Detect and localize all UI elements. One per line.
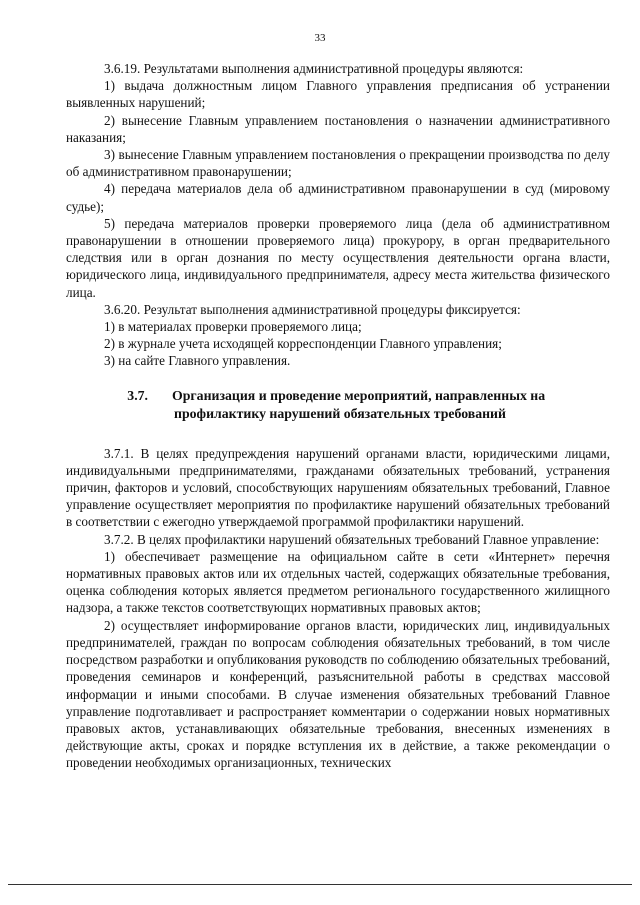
section-title-line-2: профилактику нарушений обязательных требований — [174, 405, 506, 421]
section-title-line-1: Организация и проведение мероприятий, направленных на — [172, 387, 546, 403]
section-title — [172, 387, 610, 423]
paragraph-3-7-2: 3.7.2. В целях профилактики нарушений обязательных требований Главное управление: — [104, 531, 600, 547]
paragraph-3-6-20: 3.6.20. Результат выполнения административной процедуры фиксируется: — [104, 301, 521, 317]
section-number: 3.7. — [127, 387, 148, 403]
list-item-2: 2) вынесение Главным управлением постановления о назначении административного наказания; — [66, 112, 610, 145]
paragraph-3-6-19: 3.6.19. Результатами выполнения административной процедуры являются: — [104, 61, 524, 76]
document-body — [66, 60, 610, 772]
list-item-5: 5) передача материалов проверки проверяемого лица (дела об административном правонарушении в отношении проверяемого лица) прокурору, в орган предварительного следствия или в орган дознания по месту осуществления деятельности органа власти, юридического лица, индивидуального предпринимателя, адресу места жительства физического лица. — [66, 215, 610, 300]
page-number: 33 — [314, 32, 326, 44]
bottom-divider — [8, 884, 632, 885]
list-item-1: 1) в материалах проверки проверяемого лица; — [104, 319, 362, 335]
list-item-3: 3) на сайте Главного управления. — [104, 353, 291, 369]
section-heading — [66, 387, 610, 423]
list-item-2: 2) в журнале учета исходящей корреспонденции Главного управления; — [104, 336, 502, 352]
list-item-4: 4) передача материалов дела об административном правонарушении в суд (мировому судье); — [66, 181, 610, 214]
list-item-2: 2) осуществляет информирование органов власти, юридических лиц, индивидуальных предпринимателей, граждан по вопросам соблюдения обязательных требований, в том числе посредством разработки и опубликования руководств по соблюдению обязательных требований, проведения семинаров и конференций, разъяснительной работы в средствах массовой информации и иными способами. В случае изменения обязательных требований Главное управление подготавливает и распространяет комментарии о содержании новых нормативных правовых актов, устанавливающих обязательные требования, внесенных изменениях в действующие акты, сроках и порядке вступления их в действие, а также рекомендации о проведении необходимых организационных, технических — [66, 617, 610, 771]
list-item-3: 3) вынесение Главным управлением постановления о прекращении производства по делу об административном правонарушении; — [66, 147, 610, 180]
paragraph-3-7-1: 3.7.1. В целях предупреждения нарушений органами власти, юридическими лицами, индивидуальными предпринимателями, гражданами обязательных требований, устранения причин, факторов и условий, способствующих нарушениям обязательных требований, Главное управление осуществляет мероприятия по профилактике нарушений обязательных требований в соответствии с ежегодно утверждаемой программой профилактики нарушений. — [66, 445, 610, 530]
list-item-1: 1) выдача должностным лицом Главного управления предписания об устранении выявленных нарушений; — [66, 78, 610, 111]
list-item-1: 1) обеспечивает размещение на официальном сайте в сети «Интернет» перечня нормативных правовых актов или их отдельных частей, содержащих обязательные требования, оценка соблюдения которых является предметом регионального государственного жилищного надзора, а также текстов соответствующих нормативных правовых актов; — [66, 548, 610, 616]
